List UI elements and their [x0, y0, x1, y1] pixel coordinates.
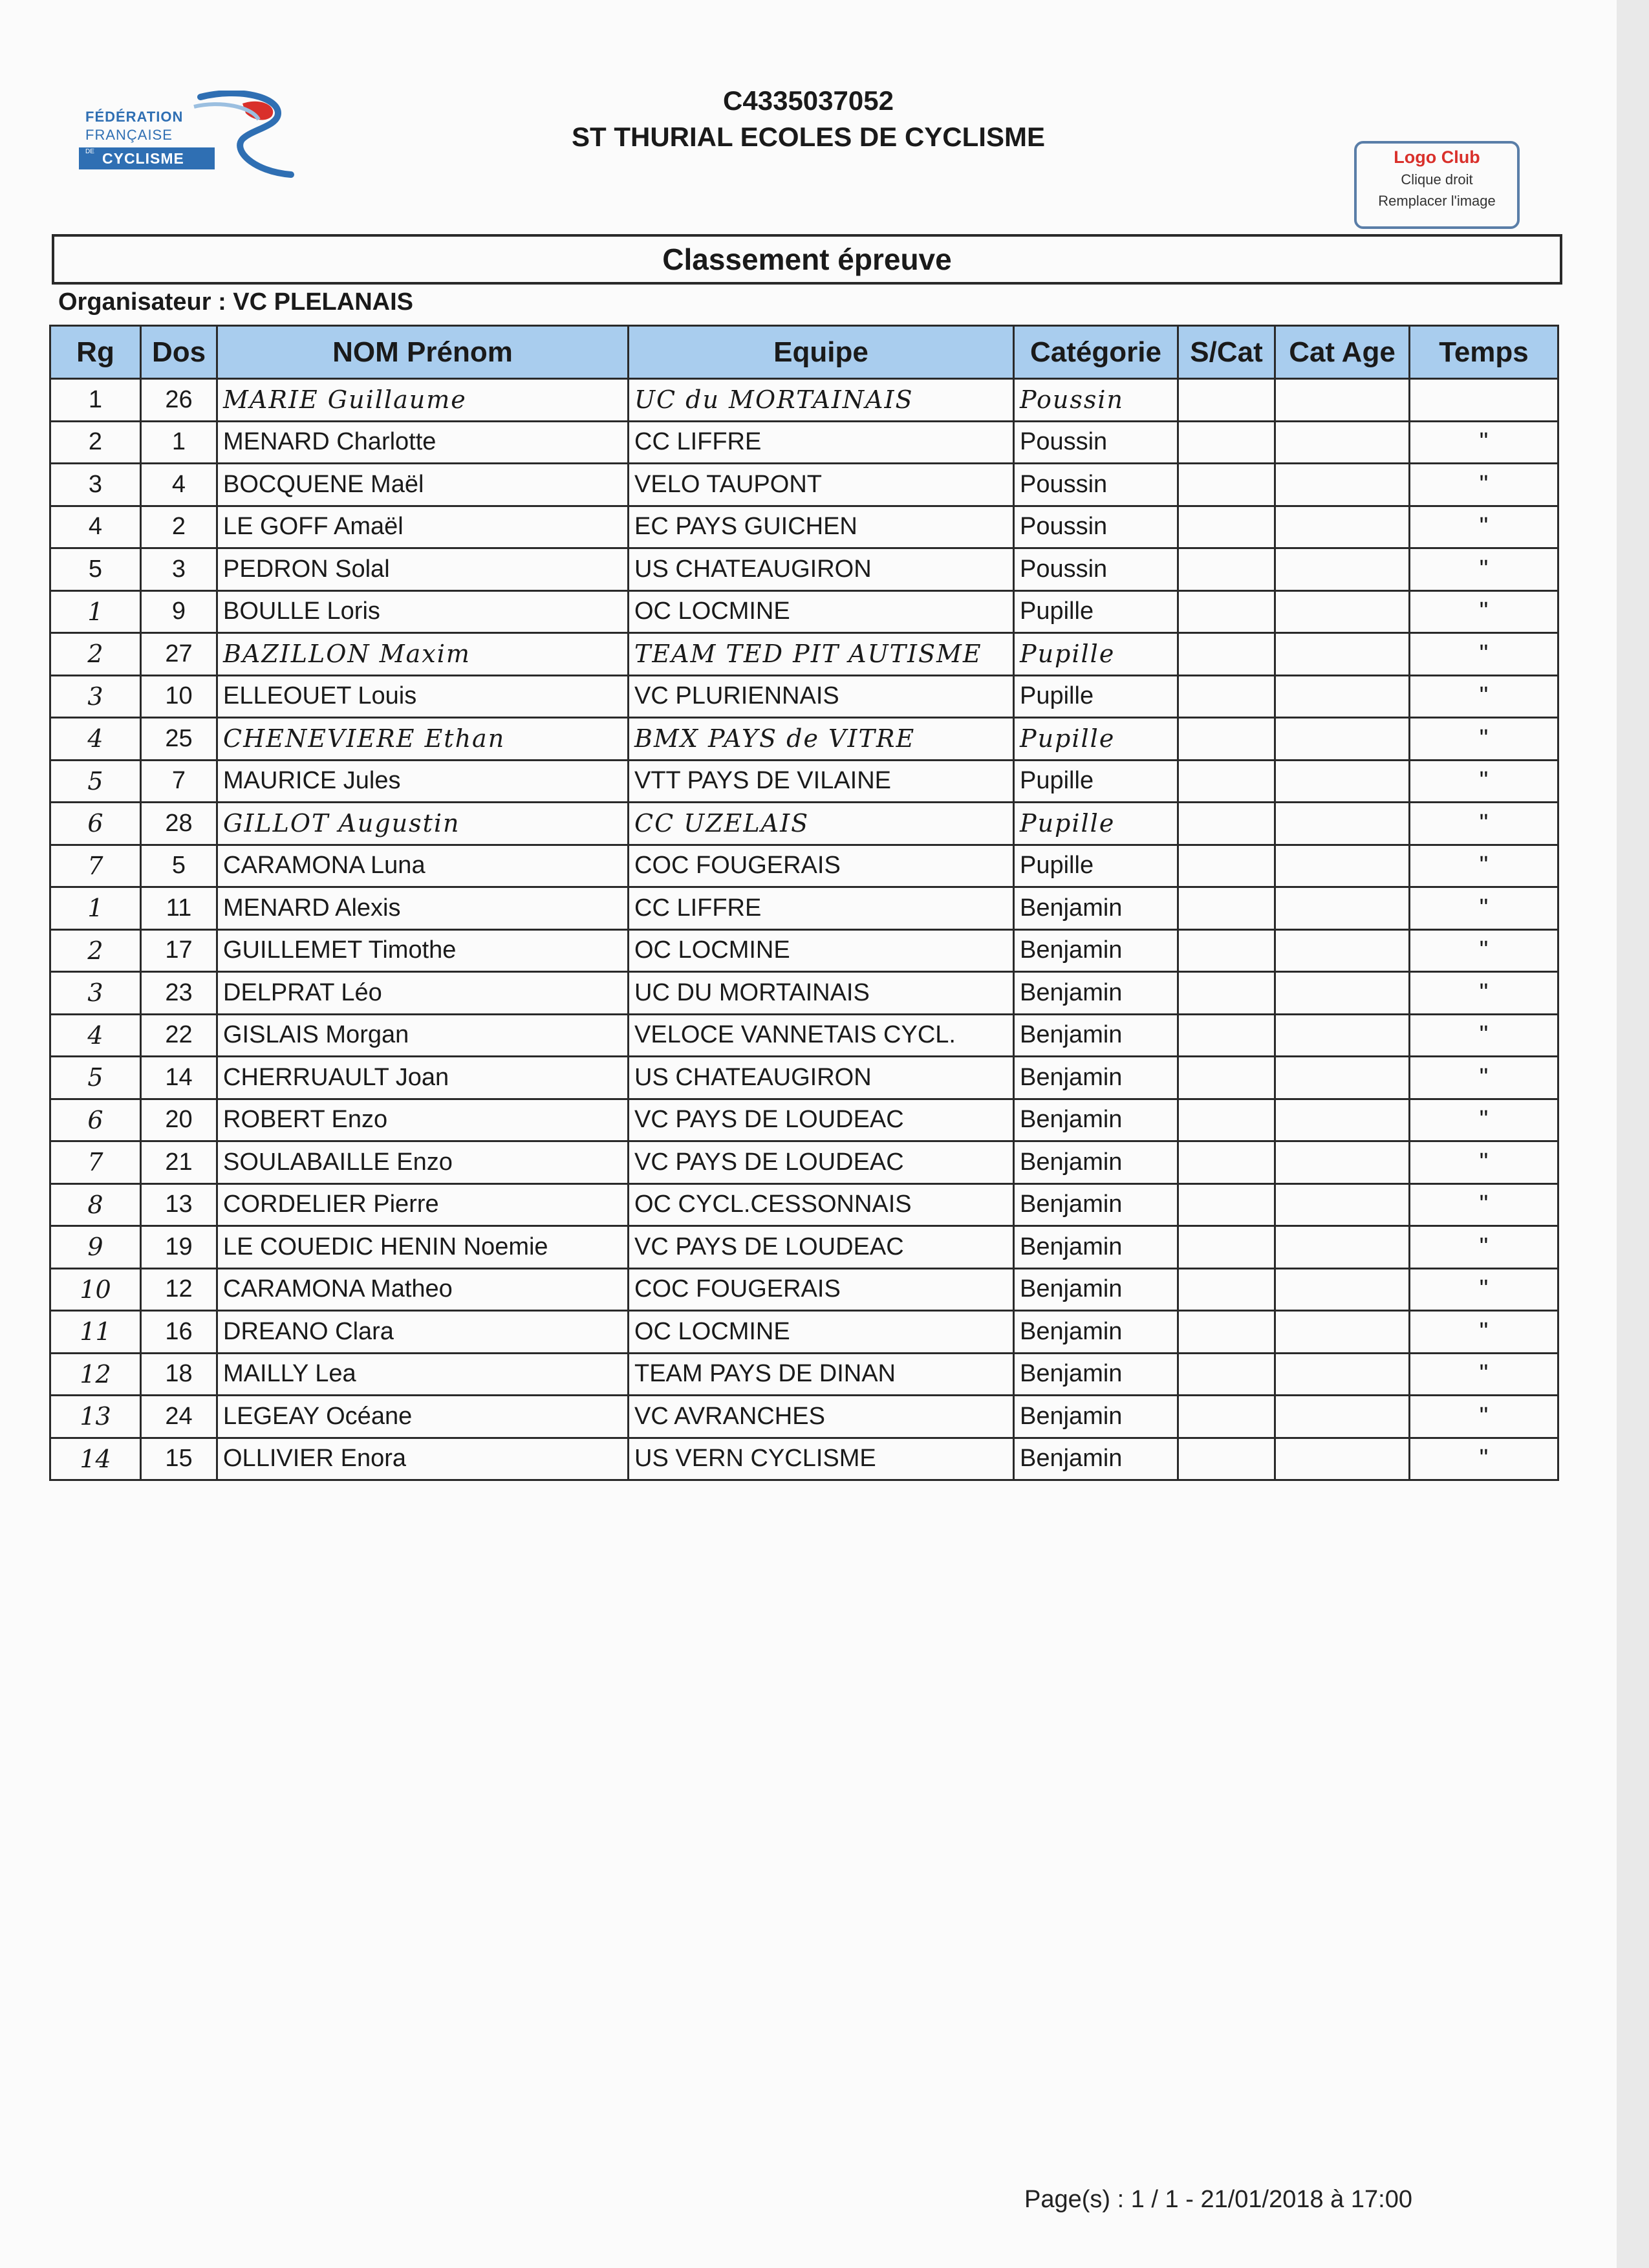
- age-category-cell: [1275, 464, 1410, 506]
- bib-cell: 17: [141, 929, 217, 972]
- bib-cell: 2: [141, 506, 217, 548]
- name-cell: LEGEAY Océane: [217, 1396, 629, 1438]
- ffc-logo: [78, 91, 304, 188]
- subcategory-cell: [1178, 1353, 1275, 1396]
- team-cell: UC DU MORTAINAIS: [629, 972, 1014, 1015]
- name-cell: ELLEOUET Louis: [217, 675, 629, 718]
- event-code: C4335037052: [723, 85, 894, 116]
- name-cell: CARAMONA Matheo: [217, 1268, 629, 1311]
- name-cell: MENARD Charlotte: [217, 421, 629, 464]
- col-header-dos: Dos: [141, 326, 217, 379]
- subcategory-cell: [1178, 1226, 1275, 1269]
- bib-cell: 7: [141, 760, 217, 803]
- subcategory-cell: [1178, 1268, 1275, 1311]
- scan-edge: [1617, 0, 1649, 2268]
- table-row: [50, 590, 1558, 633]
- subcategory-cell: [1178, 887, 1275, 930]
- time-cell: ": [1410, 718, 1558, 761]
- category-cell: Poussin: [1014, 464, 1178, 506]
- team-cell: TEAM PAYS DE DINAN: [629, 1353, 1014, 1396]
- bib-cell: 26: [141, 379, 217, 422]
- time-cell: ": [1410, 1396, 1558, 1438]
- subcategory-cell: [1178, 803, 1275, 845]
- time-cell: ": [1410, 845, 1558, 887]
- team-cell: UC du MORTAINAIS: [629, 379, 1014, 422]
- name-cell: DELPRAT Léo: [217, 972, 629, 1015]
- rank-cell: 7: [50, 1141, 141, 1184]
- name-cell: MAILLY Lea: [217, 1353, 629, 1396]
- bib-cell: 27: [141, 633, 217, 676]
- club-logo-placeholder[interactable]: [1354, 141, 1520, 229]
- name-cell: MAURICE Jules: [217, 760, 629, 803]
- category-cell: Pupille: [1014, 760, 1178, 803]
- table-row: [50, 675, 1558, 718]
- subcategory-cell: [1178, 718, 1275, 761]
- bib-cell: 15: [141, 1438, 217, 1480]
- category-cell: Benjamin: [1014, 1014, 1178, 1057]
- results-table: [49, 325, 1559, 1481]
- table-row: [50, 718, 1558, 761]
- subcategory-cell: [1178, 1311, 1275, 1354]
- col-header-rg: Rg: [50, 326, 141, 379]
- subcategory-cell: [1178, 464, 1275, 506]
- name-cell: GILLOT Augustin: [217, 803, 629, 845]
- bib-cell: 18: [141, 1353, 217, 1396]
- time-cell: ": [1410, 1353, 1558, 1396]
- table-row: [50, 1226, 1558, 1269]
- logo-line-2: FRANÇAISE: [85, 127, 173, 143]
- name-cell: MENARD Alexis: [217, 887, 629, 930]
- subcategory-cell: [1178, 421, 1275, 464]
- time-cell: ": [1410, 760, 1558, 803]
- table-row: [50, 1099, 1558, 1141]
- name-cell: CHENEVIERE Ethan: [217, 718, 629, 761]
- age-category-cell: [1275, 590, 1410, 633]
- name-cell: MARIE Guillaume: [217, 379, 629, 422]
- team-cell: CC LIFFRE: [629, 421, 1014, 464]
- bib-cell: 11: [141, 887, 217, 930]
- logo-prefix: DE: [85, 148, 94, 155]
- category-cell: Benjamin: [1014, 1057, 1178, 1099]
- category-cell: Benjamin: [1014, 1141, 1178, 1184]
- section-title: Classement épreuve: [52, 234, 1562, 285]
- time-cell: ": [1410, 1099, 1558, 1141]
- team-cell: OC LOCMINE: [629, 1311, 1014, 1354]
- subcategory-cell: [1178, 1099, 1275, 1141]
- age-category-cell: [1275, 1311, 1410, 1354]
- age-category-cell: [1275, 1396, 1410, 1438]
- age-category-cell: [1275, 1268, 1410, 1311]
- table-row: [50, 760, 1558, 803]
- bib-cell: 13: [141, 1183, 217, 1226]
- age-category-cell: [1275, 1226, 1410, 1269]
- name-cell: DREANO Clara: [217, 1311, 629, 1354]
- logo-line-1: FÉDÉRATION: [85, 109, 184, 125]
- cyclist-swoosh-icon: [181, 91, 304, 188]
- table-row: [50, 972, 1558, 1015]
- name-cell: BOULLE Loris: [217, 590, 629, 633]
- category-cell: Benjamin: [1014, 1438, 1178, 1480]
- club-logo-hint-2: Remplacer l'image: [1378, 193, 1496, 209]
- table-row: [50, 633, 1558, 676]
- rank-cell: 5: [50, 1057, 141, 1099]
- name-cell: SOULABAILLE Enzo: [217, 1141, 629, 1184]
- age-category-cell: [1275, 421, 1410, 464]
- rank-cell: 5: [50, 760, 141, 803]
- age-category-cell: [1275, 1183, 1410, 1226]
- category-cell: Benjamin: [1014, 1099, 1178, 1141]
- category-cell: Pupille: [1014, 803, 1178, 845]
- table-row: [50, 1141, 1558, 1184]
- team-cell: OC LOCMINE: [629, 590, 1014, 633]
- table-row: [50, 1438, 1558, 1480]
- subcategory-cell: [1178, 1396, 1275, 1438]
- bib-cell: 28: [141, 803, 217, 845]
- name-cell: LE COUEDIC HENIN Noemie: [217, 1226, 629, 1269]
- subcategory-cell: [1178, 1438, 1275, 1480]
- subcategory-cell: [1178, 379, 1275, 422]
- document-header: [453, 83, 1164, 155]
- team-cell: VC PAYS DE LOUDEAC: [629, 1226, 1014, 1269]
- time-cell: ": [1410, 1226, 1558, 1269]
- time-cell: ": [1410, 464, 1558, 506]
- rank-cell: 4: [50, 1014, 141, 1057]
- subcategory-cell: [1178, 845, 1275, 887]
- name-cell: OLLIVIER Enora: [217, 1438, 629, 1480]
- table-row: [50, 1396, 1558, 1438]
- subcategory-cell: [1178, 760, 1275, 803]
- col-header-category: Catégorie: [1014, 326, 1178, 379]
- category-cell: Benjamin: [1014, 1226, 1178, 1269]
- category-cell: Benjamin: [1014, 1396, 1178, 1438]
- name-cell: LE GOFF Amaël: [217, 506, 629, 548]
- team-cell: VC PAYS DE LOUDEAC: [629, 1099, 1014, 1141]
- table-row: [50, 379, 1558, 422]
- col-header-name: NOM Prénom: [217, 326, 629, 379]
- bib-cell: 25: [141, 718, 217, 761]
- team-cell: CC LIFFRE: [629, 887, 1014, 930]
- rank-cell: 2: [50, 421, 141, 464]
- subcategory-cell: [1178, 1141, 1275, 1184]
- table-row: [50, 1057, 1558, 1099]
- rank-cell: 7: [50, 845, 141, 887]
- age-category-cell: [1275, 1438, 1410, 1480]
- event-title: ST THURIAL ECOLES DE CYCLISME: [572, 122, 1045, 152]
- team-cell: OC CYCL.CESSONNAIS: [629, 1183, 1014, 1226]
- category-cell: Pupille: [1014, 845, 1178, 887]
- rank-cell: 3: [50, 464, 141, 506]
- age-category-cell: [1275, 379, 1410, 422]
- table-row: [50, 1014, 1558, 1057]
- rank-cell: 10: [50, 1268, 141, 1311]
- bib-cell: 23: [141, 972, 217, 1015]
- category-cell: Benjamin: [1014, 1268, 1178, 1311]
- team-cell: VELO TAUPONT: [629, 464, 1014, 506]
- rank-cell: 11: [50, 1311, 141, 1354]
- bib-cell: 19: [141, 1226, 217, 1269]
- name-cell: PEDRON Solal: [217, 548, 629, 591]
- category-cell: Benjamin: [1014, 1311, 1178, 1354]
- rank-cell: 14: [50, 1438, 141, 1480]
- col-header-age-category: Cat Age: [1275, 326, 1410, 379]
- bib-cell: 1: [141, 421, 217, 464]
- age-category-cell: [1275, 845, 1410, 887]
- team-cell: EC PAYS GUICHEN: [629, 506, 1014, 548]
- col-header-time: Temps: [1410, 326, 1558, 379]
- name-cell: CARAMONA Luna: [217, 845, 629, 887]
- time-cell: ": [1410, 1014, 1558, 1057]
- team-cell: US VERN CYCLISME: [629, 1438, 1014, 1480]
- table-row: [50, 421, 1558, 464]
- team-cell: VC PLURIENNAIS: [629, 675, 1014, 718]
- category-cell: Poussin: [1014, 548, 1178, 591]
- col-header-subcategory: S/Cat: [1178, 326, 1275, 379]
- table-row: [50, 1353, 1558, 1396]
- category-cell: Pupille: [1014, 718, 1178, 761]
- team-cell: BMX PAYS de VITRE: [629, 718, 1014, 761]
- age-category-cell: [1275, 633, 1410, 676]
- team-cell: CC UZELAIS: [629, 803, 1014, 845]
- name-cell: BAZILLON Maxim: [217, 633, 629, 676]
- club-logo-hint-1: Clique droit: [1401, 171, 1473, 188]
- bib-cell: 14: [141, 1057, 217, 1099]
- time-cell: ": [1410, 1311, 1558, 1354]
- team-cell: COC FOUGERAIS: [629, 845, 1014, 887]
- time-cell: ": [1410, 1268, 1558, 1311]
- team-cell: TEAM TED PIT AUTISME: [629, 633, 1014, 676]
- subcategory-cell: [1178, 972, 1275, 1015]
- time-cell: ": [1410, 421, 1558, 464]
- rank-cell: 4: [50, 506, 141, 548]
- category-cell: Poussin: [1014, 379, 1178, 422]
- subcategory-cell: [1178, 506, 1275, 548]
- age-category-cell: [1275, 1141, 1410, 1184]
- bib-cell: 16: [141, 1311, 217, 1354]
- team-cell: US CHATEAUGIRON: [629, 1057, 1014, 1099]
- subcategory-cell: [1178, 633, 1275, 676]
- team-cell: VTT PAYS DE VILAINE: [629, 760, 1014, 803]
- age-category-cell: [1275, 887, 1410, 930]
- age-category-cell: [1275, 972, 1410, 1015]
- rank-cell: 1: [50, 590, 141, 633]
- time-cell: [1410, 379, 1558, 422]
- age-category-cell: [1275, 1014, 1410, 1057]
- table-row: [50, 1268, 1558, 1311]
- table-row: [50, 1311, 1558, 1354]
- subcategory-cell: [1178, 1014, 1275, 1057]
- age-category-cell: [1275, 548, 1410, 591]
- age-category-cell: [1275, 718, 1410, 761]
- name-cell: CORDELIER Pierre: [217, 1183, 629, 1226]
- club-logo-title: Logo Club: [1394, 147, 1480, 167]
- table-row: [50, 464, 1558, 506]
- rank-cell: 4: [50, 718, 141, 761]
- table-row: [50, 548, 1558, 591]
- age-category-cell: [1275, 760, 1410, 803]
- category-cell: Pupille: [1014, 590, 1178, 633]
- subcategory-cell: [1178, 929, 1275, 972]
- table-row: [50, 803, 1558, 845]
- table-row: [50, 929, 1558, 972]
- name-cell: GISLAIS Morgan: [217, 1014, 629, 1057]
- bib-cell: 12: [141, 1268, 217, 1311]
- table-header-row: [50, 326, 1558, 379]
- time-cell: ": [1410, 633, 1558, 676]
- time-cell: ": [1410, 1141, 1558, 1184]
- bib-cell: 10: [141, 675, 217, 718]
- time-cell: ": [1410, 548, 1558, 591]
- age-category-cell: [1275, 929, 1410, 972]
- category-cell: Benjamin: [1014, 929, 1178, 972]
- name-cell: BOCQUENE Maël: [217, 464, 629, 506]
- time-cell: ": [1410, 1438, 1558, 1480]
- rank-cell: 8: [50, 1183, 141, 1226]
- team-cell: VC AVRANCHES: [629, 1396, 1014, 1438]
- table-row: [50, 506, 1558, 548]
- rank-cell: 1: [50, 379, 141, 422]
- category-cell: Benjamin: [1014, 1353, 1178, 1396]
- bib-cell: 22: [141, 1014, 217, 1057]
- bib-cell: 21: [141, 1141, 217, 1184]
- rank-cell: 1: [50, 887, 141, 930]
- team-cell: VELOCE VANNETAIS CYCL.: [629, 1014, 1014, 1057]
- rank-cell: 12: [50, 1353, 141, 1396]
- age-category-cell: [1275, 1057, 1410, 1099]
- subcategory-cell: [1178, 675, 1275, 718]
- bib-cell: 4: [141, 464, 217, 506]
- time-cell: ": [1410, 506, 1558, 548]
- subcategory-cell: [1178, 548, 1275, 591]
- age-category-cell: [1275, 1353, 1410, 1396]
- col-header-team: Equipe: [629, 326, 1014, 379]
- category-cell: Pupille: [1014, 633, 1178, 676]
- age-category-cell: [1275, 1099, 1410, 1141]
- category-cell: Benjamin: [1014, 887, 1178, 930]
- team-cell: US CHATEAUGIRON: [629, 548, 1014, 591]
- age-category-cell: [1275, 803, 1410, 845]
- category-cell: Poussin: [1014, 506, 1178, 548]
- organizer-line: Organisateur : VC PLELANAIS: [58, 288, 413, 316]
- subcategory-cell: [1178, 590, 1275, 633]
- time-cell: ": [1410, 803, 1558, 845]
- team-cell: VC PAYS DE LOUDEAC: [629, 1141, 1014, 1184]
- bib-cell: 9: [141, 590, 217, 633]
- time-cell: ": [1410, 887, 1558, 930]
- name-cell: CHERRUAULT Joan: [217, 1057, 629, 1099]
- rank-cell: 6: [50, 1099, 141, 1141]
- rank-cell: 2: [50, 929, 141, 972]
- rank-cell: 13: [50, 1396, 141, 1438]
- rank-cell: 2: [50, 633, 141, 676]
- subcategory-cell: [1178, 1057, 1275, 1099]
- bib-cell: 5: [141, 845, 217, 887]
- table-row: [50, 887, 1558, 930]
- results-body: [50, 379, 1558, 1480]
- category-cell: Benjamin: [1014, 1183, 1178, 1226]
- rank-cell: 5: [50, 548, 141, 591]
- bib-cell: 24: [141, 1396, 217, 1438]
- rank-cell: 9: [50, 1226, 141, 1269]
- team-cell: COC FOUGERAIS: [629, 1268, 1014, 1311]
- time-cell: ": [1410, 1057, 1558, 1099]
- table-row: [50, 845, 1558, 887]
- rank-cell: 3: [50, 675, 141, 718]
- table-row: [50, 1183, 1558, 1226]
- time-cell: ": [1410, 972, 1558, 1015]
- rank-cell: 6: [50, 803, 141, 845]
- rank-cell: 3: [50, 972, 141, 1015]
- logo-line-3: CYCLISME: [102, 150, 184, 167]
- time-cell: ": [1410, 590, 1558, 633]
- bib-cell: 3: [141, 548, 217, 591]
- age-category-cell: [1275, 506, 1410, 548]
- team-cell: OC LOCMINE: [629, 929, 1014, 972]
- time-cell: ": [1410, 1183, 1558, 1226]
- name-cell: GUILLEMET Timothe: [217, 929, 629, 972]
- category-cell: Poussin: [1014, 421, 1178, 464]
- age-category-cell: [1275, 675, 1410, 718]
- subcategory-cell: [1178, 1183, 1275, 1226]
- bib-cell: 20: [141, 1099, 217, 1141]
- time-cell: ": [1410, 675, 1558, 718]
- name-cell: ROBERT Enzo: [217, 1099, 629, 1141]
- time-cell: ": [1410, 929, 1558, 972]
- page-footer: Page(s) : 1 / 1 - 21/01/2018 à 17:00: [1024, 2186, 1412, 2213]
- category-cell: Pupille: [1014, 675, 1178, 718]
- category-cell: Benjamin: [1014, 972, 1178, 1015]
